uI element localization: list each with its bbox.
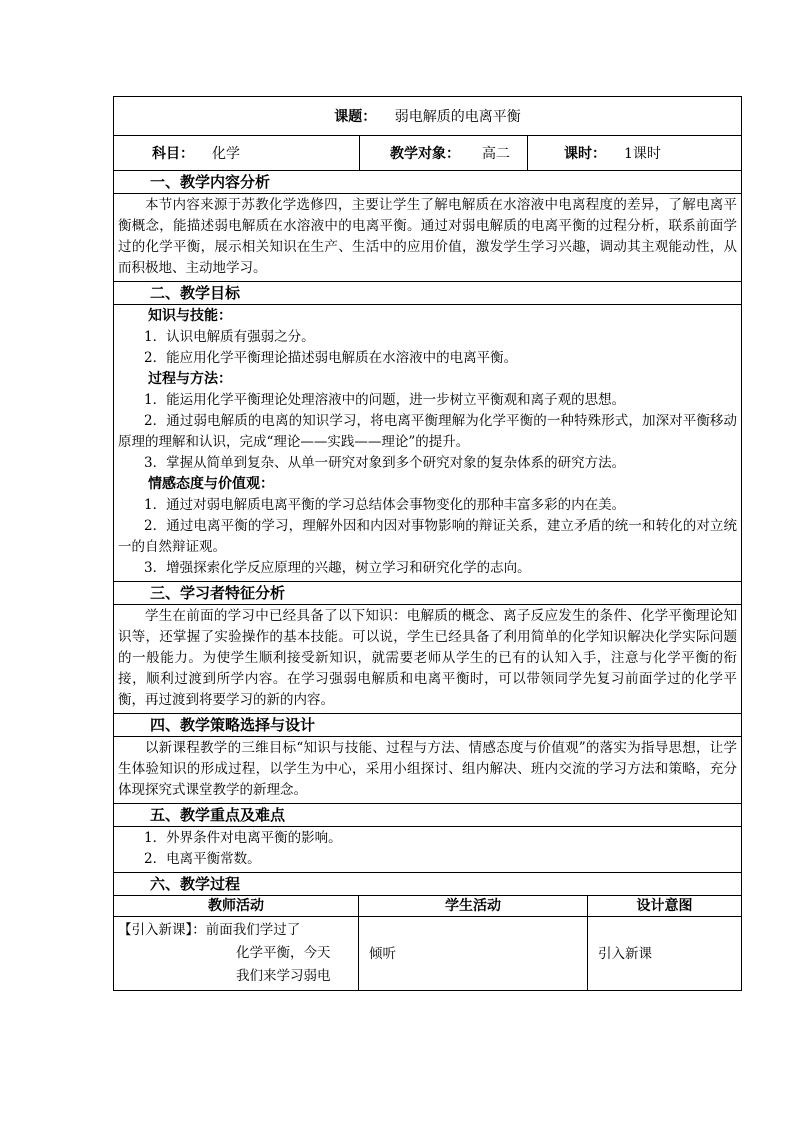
learner-analysis-text: 学生在前面的学习中已经具备了以下知识：电解质的概念、离子反应发生的条件、化学平衡理论知识等，还掌握了实验操作的基本技能。可以说，学生已经具备了利用简单的化学知识解决化学实际问题的一般能力。为使学生顺利接受新知识，就需要老师从学生的已有的认知入手，注意与化学平衡的衔接，顺利过渡到所学内容。在学习强弱电解质和电离平衡时，可以带领同学先复习前面学过的化学平衡，再过渡到将要学习的新的内容。 bbox=[114, 605, 742, 714]
strategy-text: 以新课程教学的三维目标“知识与技能、过程与方法、情感态度与价值观”的落实为指导思想，让学生体验知识的形成过程，以学生为中心，采用小组探讨、组内解决、班内交流的学习方法和策略，充分体现探究式课堂教学的新理念。 bbox=[114, 737, 742, 804]
section-heading-learner-analysis: 三、学习者特征分析 bbox=[114, 582, 742, 605]
objective-knowledge-title: 知识与技能： bbox=[148, 308, 232, 324]
objective-item: 1．通过对弱电解质电离平衡的学习总结体会事物变化的那种丰富多彩的内在美。 bbox=[144, 497, 626, 513]
subject-cell bbox=[114, 136, 360, 171]
key-points-body bbox=[114, 827, 742, 873]
hours-cell bbox=[528, 136, 742, 171]
student-activity-cell: 倾听 bbox=[359, 917, 588, 991]
objectives-body bbox=[114, 305, 742, 582]
teacher-activity-line: 【引入新课】：前面我们学过了 bbox=[118, 922, 301, 938]
section-heading-process: 六、教学过程 bbox=[114, 873, 742, 896]
teacher-activity-line: 化学平衡，今天 bbox=[236, 945, 331, 961]
section-heading-strategy: 四、教学策略选择与设计 bbox=[114, 714, 742, 737]
column-header-teacher: 教师活动 bbox=[114, 896, 359, 917]
table-row bbox=[114, 917, 742, 991]
audience-label: 教学对象： bbox=[390, 146, 460, 162]
teacher-activity-line: 我们来学习弱电 bbox=[236, 968, 331, 984]
key-point-item: 1．外界条件对电离平衡的影响。 bbox=[144, 830, 342, 846]
objective-item: 3．增强探索化学反应原理的兴趣，树立学习和研究化学的志向。 bbox=[144, 560, 531, 576]
objective-item: 2．能应用化学平衡理论描述弱电解质在水溶液中的电离平衡。 bbox=[144, 350, 518, 366]
objective-item: 2．通过电离平衡的学习，理解外因和内因对事物影响的辩证关系，建立矛盾的统一和转化的对立统一的自然辩证观。 bbox=[118, 518, 738, 555]
content-analysis-text: 本节内容来源于苏教化学选修四，主要让学生了解电解质在水溶液中电离程度的差异，了解电离平衡概念，能描述弱电解质在水溶液中的电离平衡。通过对弱电解质的电离平衡的过程分析，联系前面学过的化学平衡，展示相关知识在生产、生活中的应用价值，激发学生学习兴趣，调动其主观能动性，从而积极地、主动地学习。 bbox=[114, 194, 742, 282]
audience-cell bbox=[360, 136, 528, 171]
objective-item: 1．认识电解质有强弱之分。 bbox=[144, 329, 315, 345]
teacher-activity-cell bbox=[114, 917, 359, 991]
title-label: 课题： bbox=[334, 109, 377, 125]
key-point-item: 2．电离平衡常数。 bbox=[144, 851, 261, 867]
lesson-plan-table bbox=[113, 96, 742, 896]
subject-value: 化学 bbox=[212, 146, 240, 162]
lesson-plan-document bbox=[113, 96, 741, 991]
section-heading-content-analysis: 一、教学内容分析 bbox=[114, 171, 742, 194]
process-table bbox=[113, 895, 742, 991]
subject-label: 科目： bbox=[152, 146, 194, 162]
hours-label: 课时： bbox=[564, 146, 606, 162]
title-row bbox=[114, 97, 742, 136]
objective-process-title: 过程与方法： bbox=[148, 371, 232, 387]
column-header-student: 学生活动 bbox=[359, 896, 588, 917]
objective-item: 1．能运用化学平衡理论处理溶液中的问题，进一步树立平衡观和离子观的思想。 bbox=[144, 392, 626, 408]
section-heading-key-points: 五、教学重点及难点 bbox=[114, 804, 742, 827]
audience-value: 高二 bbox=[482, 146, 510, 162]
column-header-intent: 设计意图 bbox=[588, 896, 742, 917]
objective-attitude-title: 情感态度与价值观： bbox=[148, 476, 274, 492]
objective-item: 2．通过弱电解质的电离的知识学习，将电离平衡理解为化学平衡的一种特殊形式，加深对平衡移动原理的理解和认识，完成“理论——实践——理论”的提升。 bbox=[118, 413, 738, 450]
lesson-title: 弱电解质的电离平衡 bbox=[394, 109, 521, 125]
meta-row bbox=[114, 136, 742, 171]
section-heading-objectives: 二、教学目标 bbox=[114, 282, 742, 305]
objective-item: 3．掌握从简单到复杂、从单一研究对象到多个研究对象的复杂体系的研究方法。 bbox=[144, 455, 626, 471]
hours-value: 1课时 bbox=[624, 146, 661, 162]
design-intent-cell: 引入新课 bbox=[588, 917, 742, 991]
